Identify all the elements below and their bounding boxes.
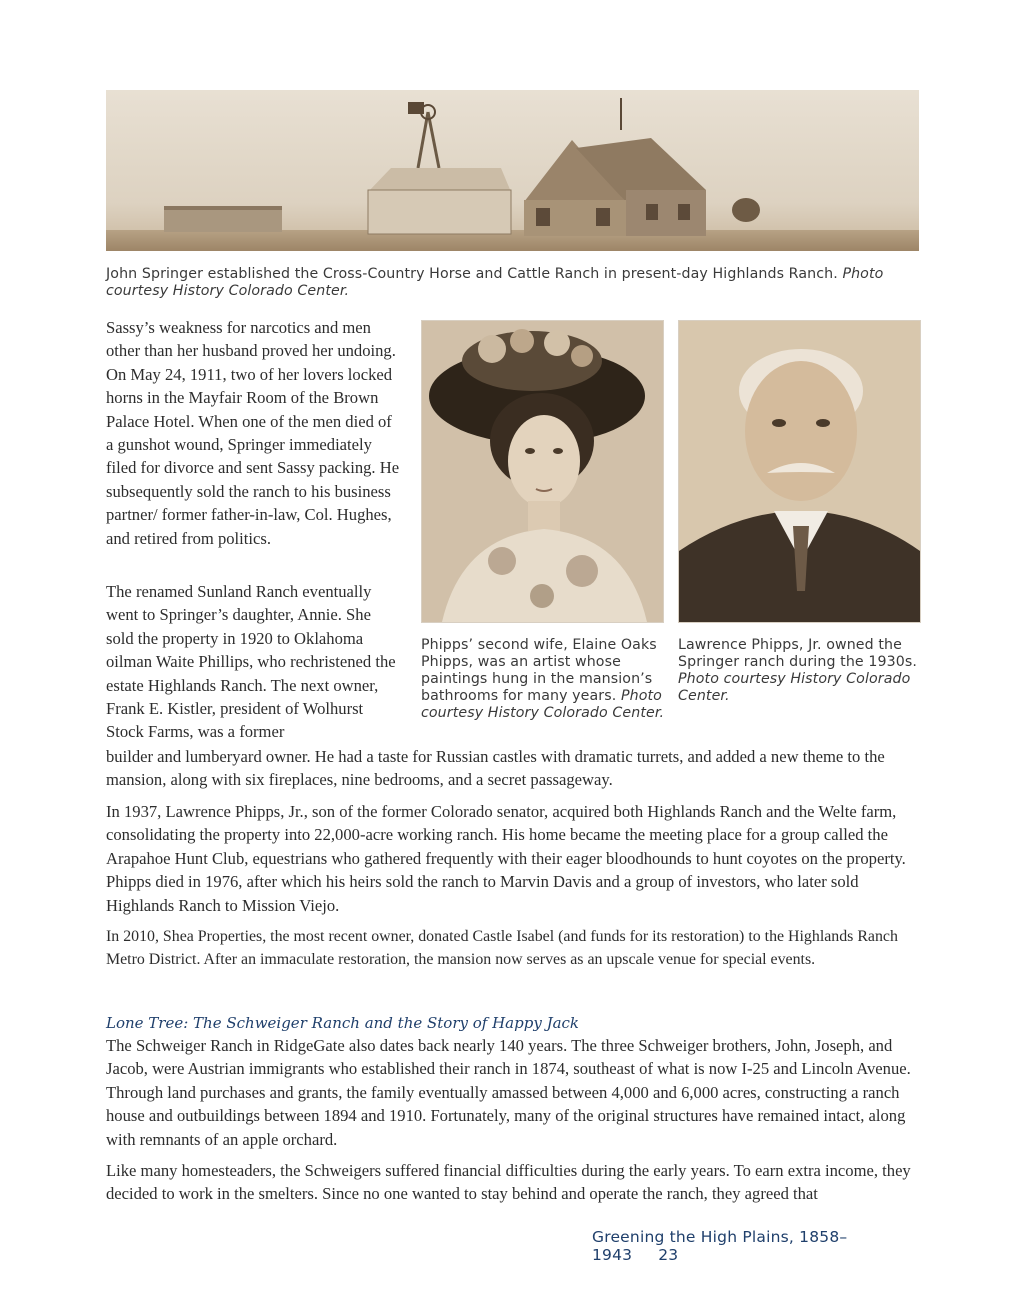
paragraph-sassy — [106, 316, 402, 550]
paragraph-schweiger — [106, 1034, 926, 1151]
ranch-caption-credit: Photo courtesy History Colorado Center. — [106, 266, 884, 299]
footer-title: Greening the High Plains, 1858–1943 — [592, 1228, 848, 1264]
elaine-caption — [421, 637, 666, 722]
paragraph-text: In 1937, Lawrence Phipps, Jr., son of the former Colorado senator, acquired both Highlands Ranch and the Welte farm, consolidating the property into 22,000-acre working ranch. His home became the meeting place for a group called the Arapahoe Hunt Club, equestrians who gathered frequently with their eager bloodhounds to hunt coyotes on the property. Phipps died in 1976, after which his heirs sold the ranch to Marvin Davis and a group of investors, who later sold Highlands Ranch to Mission Viejo. — [106, 802, 906, 915]
elaine-caption-text: Phipps’ second wife, Elaine Oaks Phipps, was an artist whose paintings hung in the mansion’s bathrooms for many years. — [421, 637, 657, 704]
portrait-lawrence-phipps — [678, 320, 921, 623]
elaine-caption-credit: Photo courtesy History Colorado Center. — [421, 688, 665, 721]
portrait-elaine-phipps — [421, 320, 664, 623]
paragraph-text: builder and lumberyard owner. He had a taste for Russian castles with dramatic turrets, and added a new theme to the mansion, along with six fireplaces, nine bedrooms, and a secret passageway. — [106, 747, 885, 790]
paragraph-text: The Schweiger Ranch in RidgeGate also dates back nearly 140 years. The three Schweiger brothers, John, Joseph, and Jacob, were Austrian immigrants who established their ranch in 1874, southeast of what is now I-25 and Lincoln Avenue. Through land purchases and grants, the family eventually amassed between 4,000 and 6,000 acres, constructing a ranch house and outbuildings between 1894 and 1910. Fortunately, many of the original structures have remained intact, along with remnants of an apple orchard. — [106, 1036, 911, 1149]
paragraph-text: Like many homesteaders, the Schweigers suffered financial difficulties during the early years. To earn extra income, they decided to work in the smelters. Since no one wanted to stay behind and operate the ranch, they agreed that — [106, 1161, 911, 1204]
ranch-caption-text: John Springer established the Cross-Country Horse and Cattle Ranch in present-day Highlands Ranch. — [106, 266, 838, 282]
lawrence-caption — [678, 637, 928, 705]
section-heading: Lone Tree: The Schweiger Ranch and the Story of Happy Jack — [106, 1014, 580, 1032]
paragraph-text: The renamed Sunland Ranch eventually went to Springer’s daughter, Annie. She sold the property in 1920 to Oklahoma oilman Waite Phillips, who rechristened the estate Highlands Ranch. The next owner, Frank E. Kistler, president of Wolhurst Stock Farms, was a former — [106, 582, 396, 742]
paragraph-text: Sassy’s weakness for narcotics and men other than her husband proved her undoing. On May 24, 1911, two of her lovers locked horns in the Mayfair Room of the Brown Palace Hotel. When one of the men died of a gunshot wound, Springer immediately filed for divorce and sent Sassy packing. He subsequently sold the ranch to his business partner/ former father-in-law, Col. Hughes, and retired from politics. — [106, 318, 400, 548]
paragraph-text: In 2010, Shea Properties, the most recent owner, donated Castle Isabel (and funds for its restoration) to the Highlands Ranch Metro District. After an immaculate restoration, the mansion now serves as an upscale venue for special events. — [106, 928, 898, 969]
ranch-photo-caption — [106, 266, 926, 300]
paragraph-phipps — [106, 800, 926, 917]
lawrence-caption-credit: Photo courtesy History Colorado Center. — [678, 671, 911, 704]
page-footer — [592, 1228, 922, 1264]
lawrence-caption-text: Lawrence Phipps, Jr. owned the Springer ranch during the 1930s. — [678, 637, 917, 670]
paragraph-homesteaders — [106, 1159, 926, 1206]
paragraph-sunland-continued — [106, 745, 926, 792]
page-number: 23 — [658, 1246, 679, 1264]
paragraph-shea — [106, 925, 926, 971]
paragraph-sunland — [106, 580, 402, 744]
ranch-photo — [106, 90, 919, 251]
